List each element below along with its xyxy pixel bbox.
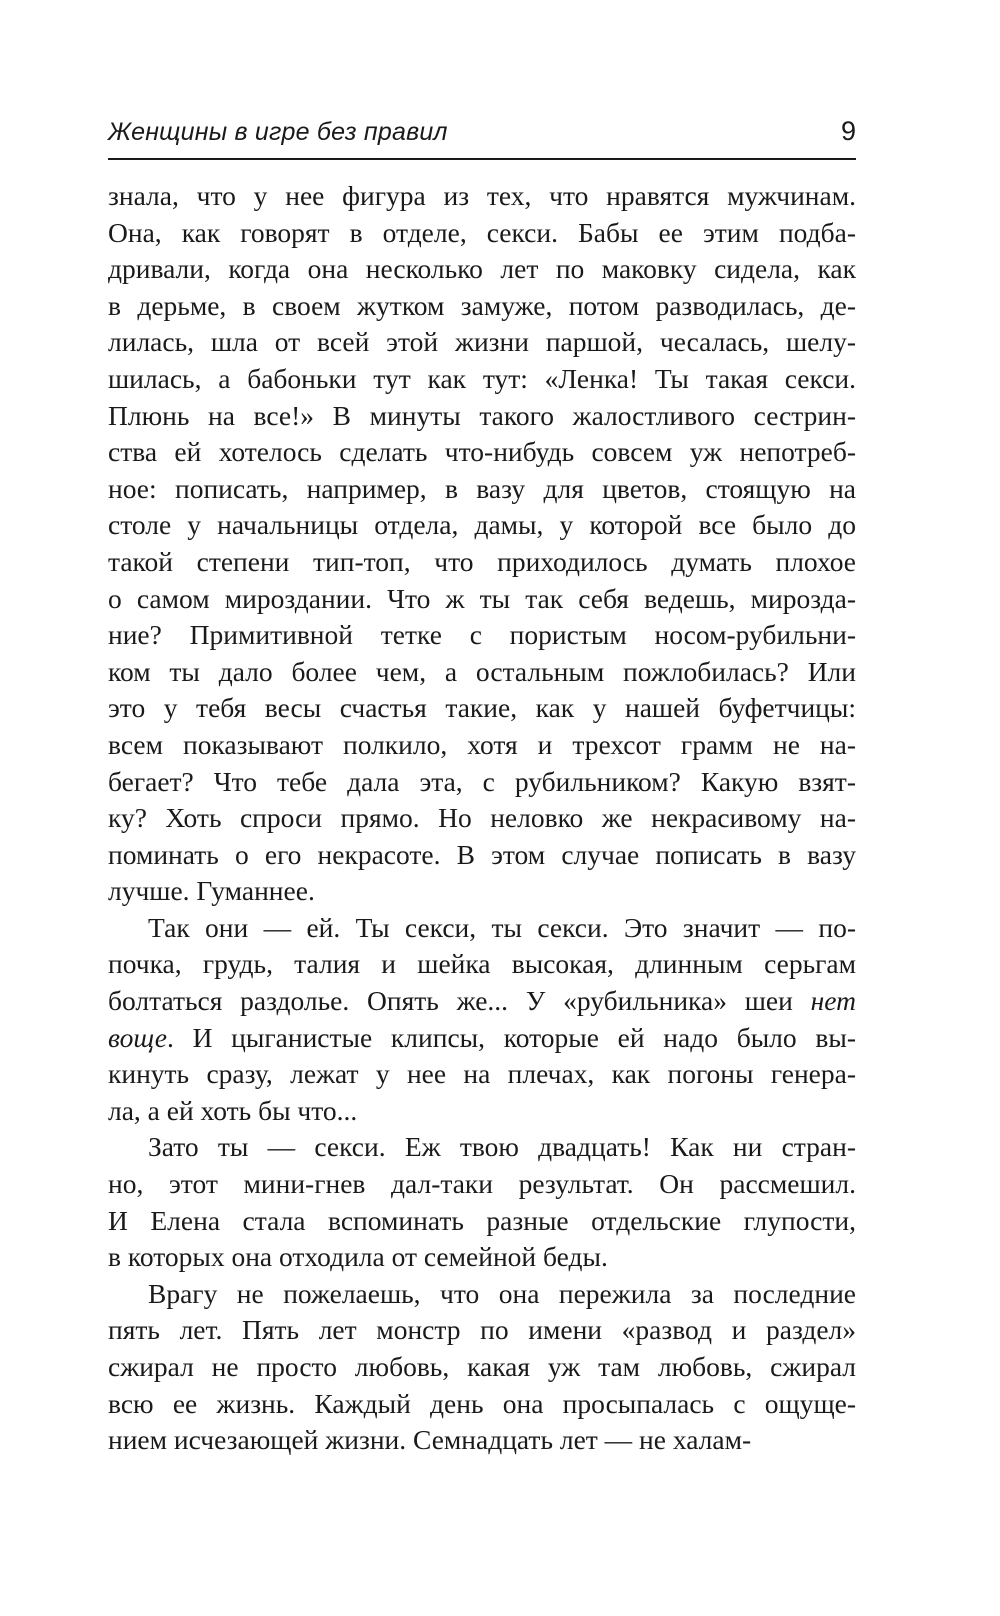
paragraph	[108, 1129, 856, 1275]
text-line	[108, 727, 856, 764]
text-run: сжирал не просто любовь, какая уж там любовь, сжирал	[108, 1351, 856, 1382]
text-line	[108, 1349, 856, 1386]
paragraph	[108, 910, 856, 1130]
body-text	[108, 178, 856, 1459]
text-line	[108, 324, 856, 361]
text-run: ку? Хоть спроси прямо. Но неловко же некрасивому на-	[108, 802, 856, 834]
page-number: 9	[840, 116, 856, 146]
text-run: нием исчезающей жизни. Семнадцать лет — не халам-	[108, 1424, 752, 1456]
text-line	[108, 654, 856, 691]
text-line	[108, 544, 856, 581]
italic-text: воще	[108, 1021, 167, 1053]
paragraph	[108, 1276, 856, 1459]
text-run: лилась, шла от всей этой жизни паршой, чесалась, шелу-	[108, 326, 856, 358]
text-run: пять лет. Пять лет монстр по имени «развод и раздел»	[108, 1314, 856, 1346]
text-run: ние? Примитивной тетке с пористым носом-рубильни-	[108, 619, 856, 651]
italic-text: нет	[810, 985, 856, 1017]
text-run: кинуть сразу, лежат у нее на плечах, как погоны генера-	[108, 1058, 856, 1090]
text-line	[108, 800, 856, 837]
text-run: но, этот мини-гнев дал-таки результат. Он рассмешил.	[108, 1168, 856, 1200]
text-run: дривали, когда она несколько лет по маковку сидела, как	[108, 253, 856, 285]
text-line	[108, 1129, 856, 1166]
text-line	[108, 1056, 856, 1093]
text-run: бегает? Что тебе дала эта, с рубильником? Какую взят-	[108, 765, 856, 797]
text-line	[108, 361, 856, 398]
text-run: в дерьме, в своем жутком замуже, потом разводилась, де-	[108, 289, 856, 321]
text-run: И Елена стала вспоминать разные отдельские глупости,	[108, 1204, 856, 1236]
text-run: Так они — ей. Ты секси, ты секси. Это значит — по-	[148, 911, 856, 943]
paragraph	[108, 178, 856, 910]
text-run: Зато ты — секси. Еж твою двадцать! Как ни стран-	[148, 1131, 856, 1163]
text-line	[108, 910, 856, 947]
text-line	[108, 837, 856, 874]
text-run: всю ее жизнь. Каждый день она просыпалась с ощуще-	[108, 1387, 856, 1419]
text-run: болтаться раздолье. Опять же... У «рубильника» шеи	[108, 985, 811, 1017]
text-line	[108, 1239, 856, 1276]
text-line	[108, 581, 856, 618]
text-line	[108, 215, 856, 252]
text-run: Плюнь на все!» В минуты такого жалостливого сестрин-	[108, 399, 856, 431]
text-line	[108, 1020, 856, 1057]
text-line	[108, 617, 856, 654]
text-run: лучше. Гуманнее.	[108, 875, 315, 907]
text-line	[108, 507, 856, 544]
text-run: всем показывают полкило, хотя и трехсот грамм не на-	[108, 728, 856, 760]
text-line	[108, 946, 856, 983]
text-run: о самом мироздании. Что ж ты так себя ведешь, мирозда-	[108, 582, 856, 614]
text-run: это у тебя весы счастья такие, как у нашей буфетчицы:	[108, 692, 856, 724]
text-line	[108, 398, 856, 435]
text-line	[108, 983, 856, 1020]
text-run: . И цыганистые клипсы, которые ей надо было вы-	[166, 1021, 856, 1053]
text-line	[108, 764, 856, 801]
text-run: Она, как говорят в отделе, секси. Бабы ее этим подба-	[108, 216, 856, 248]
text-line	[108, 1422, 856, 1459]
text-run: ства ей хотелось сделать что-нибудь совсем уж непотреб-	[108, 436, 856, 468]
text-run: в которых она отходила от семейной беды.	[108, 1241, 608, 1273]
running-title: Женщины в игре без правил	[108, 118, 448, 146]
text-line	[108, 1312, 856, 1349]
text-line	[108, 1276, 856, 1313]
text-line	[108, 251, 856, 288]
text-run: знала, что у нее фигура из тех, что нравятся мужчинам.	[108, 180, 856, 211]
text-line	[108, 1203, 856, 1240]
text-line	[108, 471, 856, 508]
text-line	[108, 288, 856, 325]
text-line	[108, 1386, 856, 1423]
running-header	[108, 114, 856, 160]
text-run: ла, а ей хоть бы что...	[108, 1094, 358, 1126]
text-run: ное: пописать, например, в вазу для цветов, стоящую на	[108, 472, 856, 504]
text-run: шилась, а бабоньки тут как тут: «Ленка! Ты такая секси.	[108, 362, 856, 394]
text-line	[108, 178, 856, 215]
text-line	[108, 434, 856, 471]
text-run: такой степени тип-топ, что приходилось думать плохое	[108, 545, 856, 577]
text-line	[108, 690, 856, 727]
text-run: почка, грудь, талия и шейка высокая, длинным серьгам	[108, 948, 856, 980]
text-line	[108, 1166, 856, 1203]
text-run: Врагу не пожелаешь, что она пережила за последние	[148, 1277, 856, 1309]
text-line	[108, 873, 856, 910]
text-run: поминать о его некрасоте. В этом случае пописать в вазу	[108, 838, 856, 870]
text-run: ком ты дало более чем, а остальным пожлобилась? Или	[108, 655, 856, 687]
text-run: столе у начальницы отдела, дамы, у которой все было до	[108, 509, 856, 541]
text-line	[108, 1093, 856, 1130]
